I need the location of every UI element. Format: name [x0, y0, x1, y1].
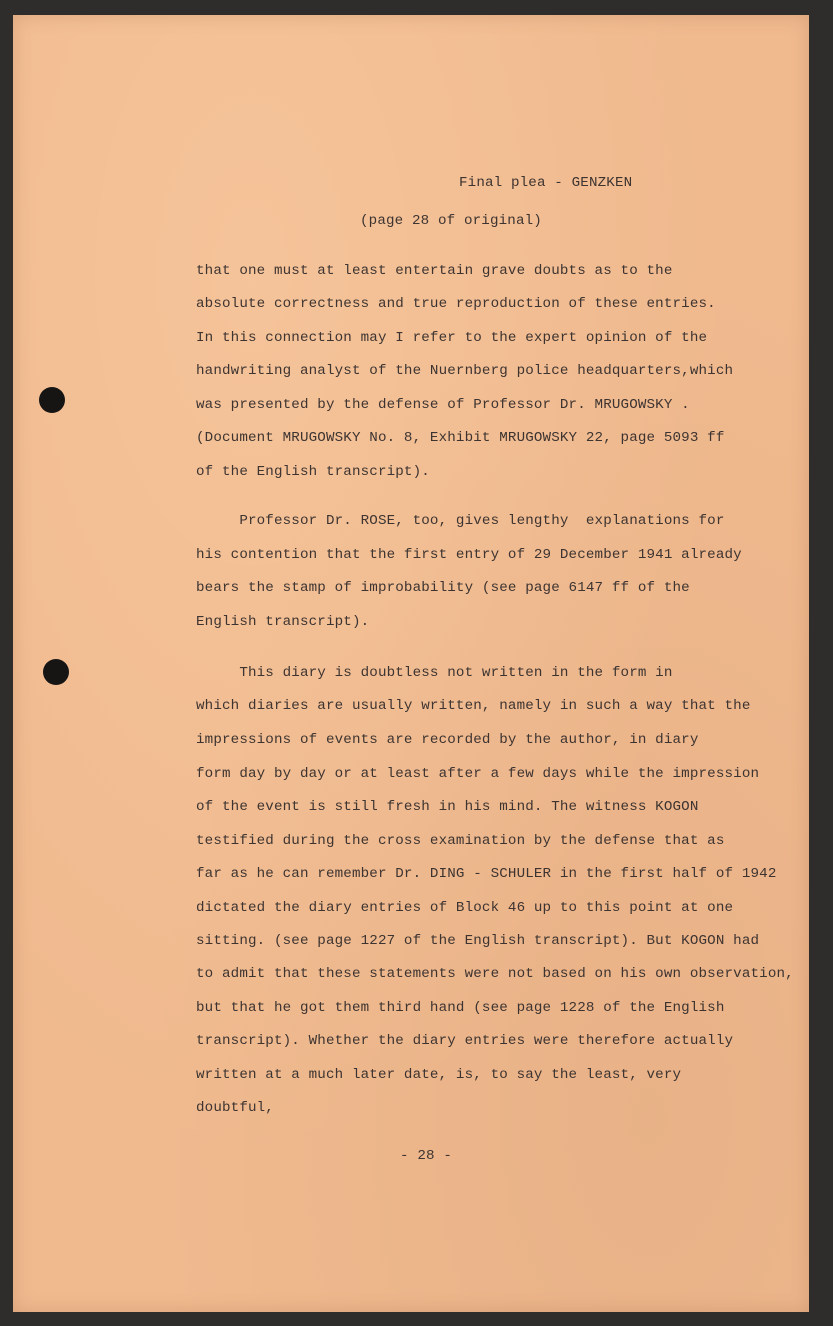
text-line: sitting. (see page 1227 of the English transcript). But KOGON had — [196, 933, 760, 949]
text-line: of the English transcript). — [196, 464, 430, 480]
text-line: Professor Dr. ROSE, too, gives lengthy explanations for — [196, 513, 725, 529]
text-line: but that he got them third hand (see page 1228 of the English — [196, 1000, 725, 1016]
document-page — [13, 15, 809, 1312]
text-line: transcript). Whether the diary entries were therefore actually — [196, 1033, 734, 1049]
text-line: testified during the cross examination by the defense that as — [196, 833, 725, 849]
text-line: impressions of events are recorded by the author, in diary — [196, 732, 699, 748]
text-line: form day by day or at least after a few days while the impression — [196, 766, 760, 782]
text-line: written at a much later date, is, to say the least, very — [196, 1067, 682, 1083]
text-line: that one must at least entertain grave doubts as to the — [196, 263, 673, 279]
text-line: handwriting analyst of the Nuernberg police headquarters,which — [196, 363, 734, 379]
text-line: This diary is doubtless not written in the form in — [196, 665, 673, 681]
text-line: his contention that the first entry of 29 December 1941 already — [196, 547, 742, 563]
text-line: of the event is still fresh in his mind. The witness KOGON — [196, 799, 699, 815]
text-line: doubtful, — [196, 1100, 274, 1116]
text-line: English transcript). — [196, 614, 370, 630]
text-line: absolute correctness and true reproduction of these entries. — [196, 296, 716, 312]
text-line: to admit that these statements were not based on his own observation, — [196, 966, 794, 982]
text-line: was presented by the defense of Professor Dr. MRUGOWSKY . — [196, 397, 690, 413]
page-number: - 28 - — [400, 1148, 452, 1164]
text-line: which diaries are usually written, namely in such a way that the — [196, 698, 751, 714]
text-line: In this connection may I refer to the expert opinion of the — [196, 330, 708, 346]
text-line: (Document MRUGOWSKY No. 8, Exhibit MRUGOWSKY 22, page 5093 ff — [196, 430, 725, 446]
original-page-reference: (page 28 of original) — [360, 213, 542, 229]
text-line: far as he can remember Dr. DING - SCHULER in the first half of 1942 — [196, 866, 777, 882]
punch-hole — [43, 659, 69, 685]
punch-hole — [39, 387, 65, 413]
text-line: dictated the diary entries of Block 46 up to this point at one — [196, 900, 734, 916]
document-title: Final plea - GENZKEN — [459, 175, 633, 191]
text-line: bears the stamp of improbability (see page 6147 ff of the — [196, 580, 690, 596]
